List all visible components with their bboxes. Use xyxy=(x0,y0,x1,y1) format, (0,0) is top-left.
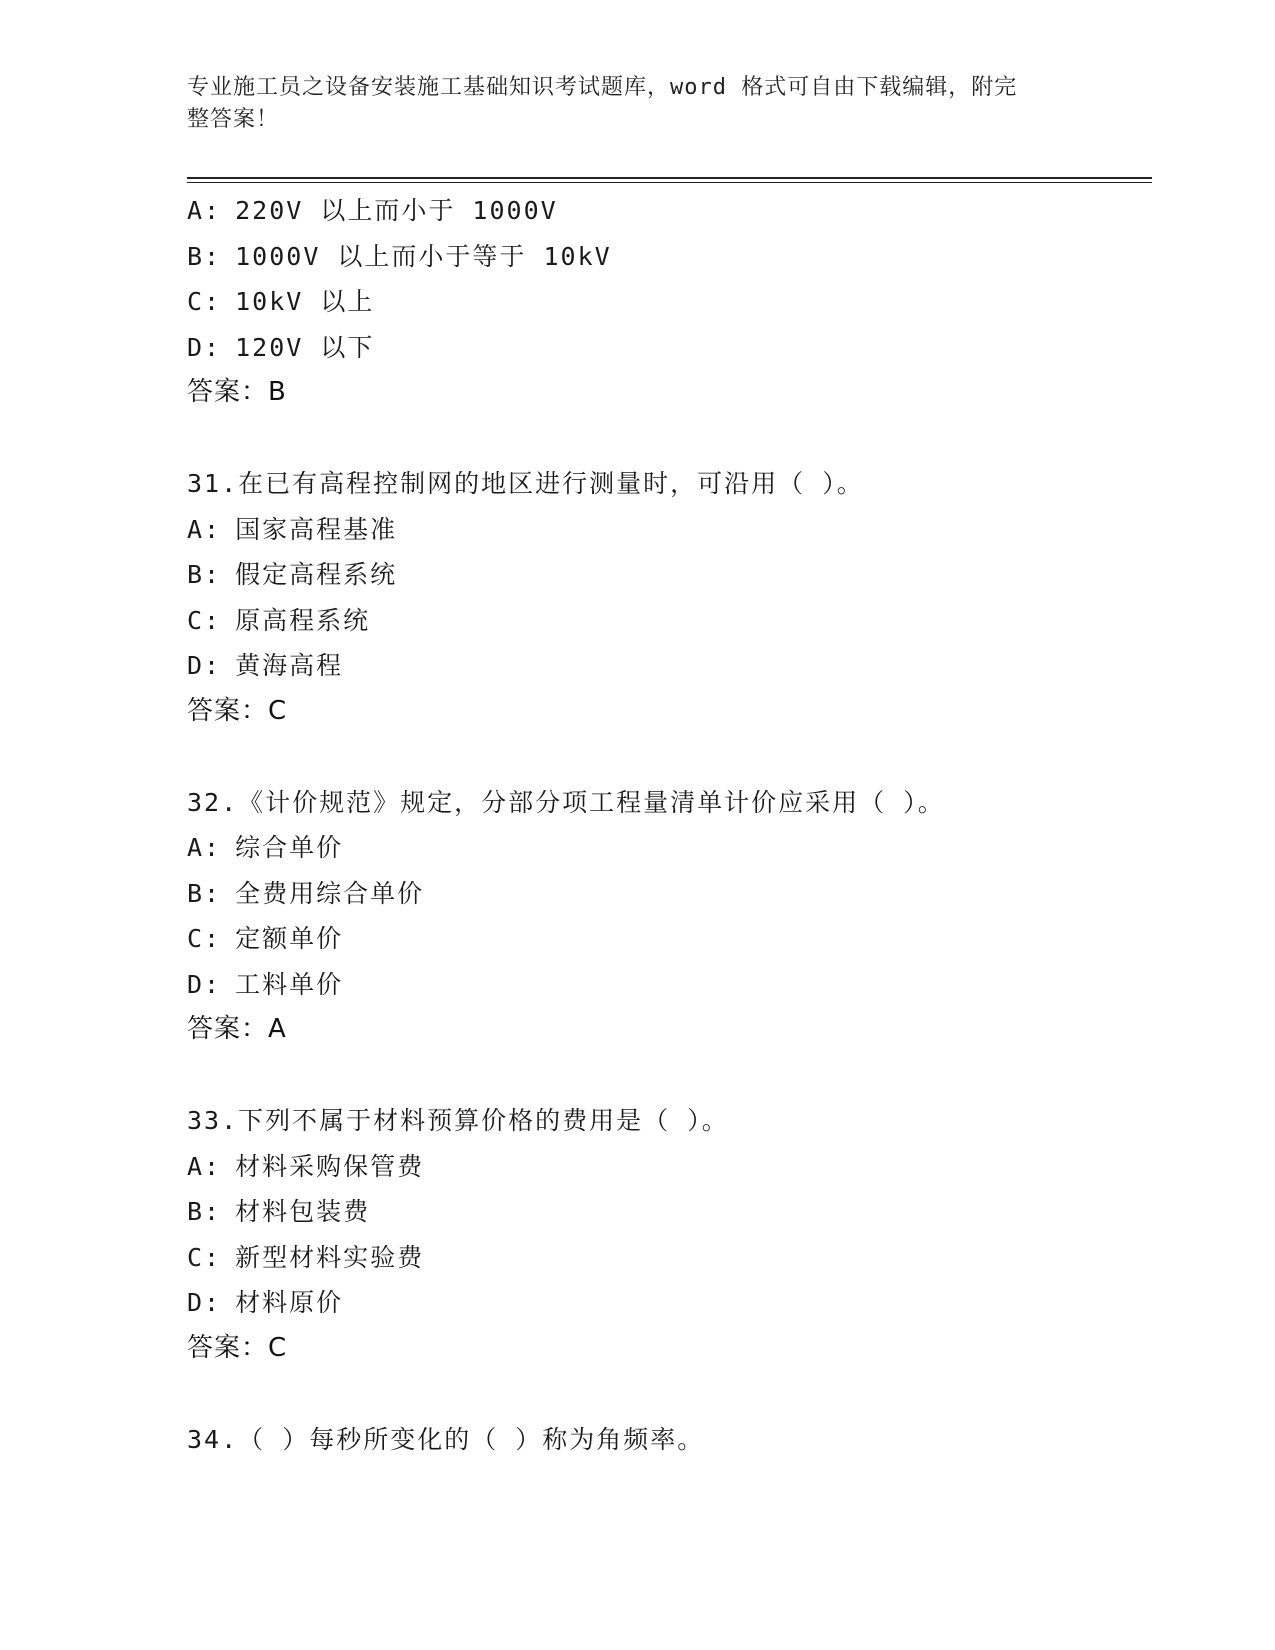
option-text: 全费用综合单价 xyxy=(235,878,425,908)
option-text: 工料单价 xyxy=(235,969,344,999)
option-d xyxy=(187,325,1152,371)
option-letter: C: xyxy=(187,924,222,953)
question-block-30 xyxy=(187,188,1152,416)
question-stem: 33.下列不属于材料预算价格的费用是（ ）。 xyxy=(187,1106,729,1135)
option-d xyxy=(187,643,1152,689)
option-d xyxy=(187,962,1152,1008)
option-text: 10kV 以上 xyxy=(235,287,375,316)
option-a xyxy=(187,1144,1152,1190)
header-line-2: 整答案！ xyxy=(187,107,280,132)
header-divider-thick xyxy=(187,177,1152,179)
option-letter: A: xyxy=(187,1151,222,1181)
option-letter: B: xyxy=(187,241,222,271)
option-text: 1000V 以上而小于等于 10kV xyxy=(235,241,612,271)
option-letter: B: xyxy=(187,560,222,589)
answer-line: 答案：C xyxy=(187,695,288,726)
question-block-33 xyxy=(187,1098,1152,1371)
option-c xyxy=(187,1235,1152,1281)
option-letter: D: xyxy=(187,969,222,999)
option-letter: C: xyxy=(187,287,222,316)
option-text: 新型材料实验费 xyxy=(235,1242,425,1272)
option-text: 材料原价 xyxy=(235,1288,344,1317)
option-a xyxy=(187,188,1152,234)
option-b xyxy=(187,552,1152,598)
option-c xyxy=(187,279,1152,325)
block-spacer xyxy=(187,1053,1152,1099)
question-block-34 xyxy=(187,1417,1152,1463)
option-a xyxy=(187,507,1152,553)
question-list xyxy=(187,188,1152,1462)
option-b xyxy=(187,1189,1152,1235)
option-letter: C: xyxy=(187,1242,222,1272)
answer-line: 答案：A xyxy=(187,1014,287,1044)
option-text: 原高程系统 xyxy=(235,605,371,635)
option-text: 假定高程系统 xyxy=(235,560,398,589)
answer-line: 答案：C xyxy=(187,1332,288,1363)
option-text: 国家高程基准 xyxy=(235,514,398,544)
block-spacer xyxy=(187,734,1152,780)
option-letter: C: xyxy=(187,605,222,635)
option-text: 综合单价 xyxy=(235,833,344,862)
option-a xyxy=(187,825,1152,871)
question-block-31 xyxy=(187,461,1152,734)
block-spacer xyxy=(187,416,1152,462)
option-c xyxy=(187,598,1152,644)
option-letter: B: xyxy=(187,1197,222,1226)
question-stem: 31.在已有高程控制网的地区进行测量时，可沿用（ ）。 xyxy=(187,469,864,498)
header-divider-thin xyxy=(187,182,1152,183)
option-letter: D: xyxy=(187,651,222,680)
option-b xyxy=(187,871,1152,917)
option-letter: B: xyxy=(187,878,222,908)
question-stem: 32.《计价规范》规定，分部分项工程量清单计价应采用（ ）。 xyxy=(187,787,945,817)
option-text: 材料包装费 xyxy=(235,1197,371,1226)
option-text: 120V 以下 xyxy=(235,332,375,362)
option-text: 黄海高程 xyxy=(235,651,344,680)
option-d xyxy=(187,1280,1152,1326)
option-text: 材料采购保管费 xyxy=(235,1151,425,1181)
option-letter: A: xyxy=(187,514,222,544)
question-stem: 34.（ ）每秒所变化的（ ）称为角频率。 xyxy=(187,1424,705,1454)
option-letter: D: xyxy=(187,332,222,362)
question-block-32 xyxy=(187,780,1152,1053)
option-text: 定额单价 xyxy=(235,924,344,953)
header-line-1: 专业施工员之设备安装施工基础知识考试题库，word 格式可自由下载编辑，附完 xyxy=(187,75,1018,100)
option-letter: A: xyxy=(187,833,222,862)
option-letter: D: xyxy=(187,1288,222,1317)
block-spacer xyxy=(187,1371,1152,1417)
option-b xyxy=(187,234,1152,280)
option-c xyxy=(187,916,1152,962)
option-letter: A: xyxy=(187,196,222,225)
document-header xyxy=(187,72,1067,136)
option-text: 220V 以上而小于 1000V xyxy=(235,196,558,225)
answer-line: 答案：B xyxy=(187,377,287,407)
